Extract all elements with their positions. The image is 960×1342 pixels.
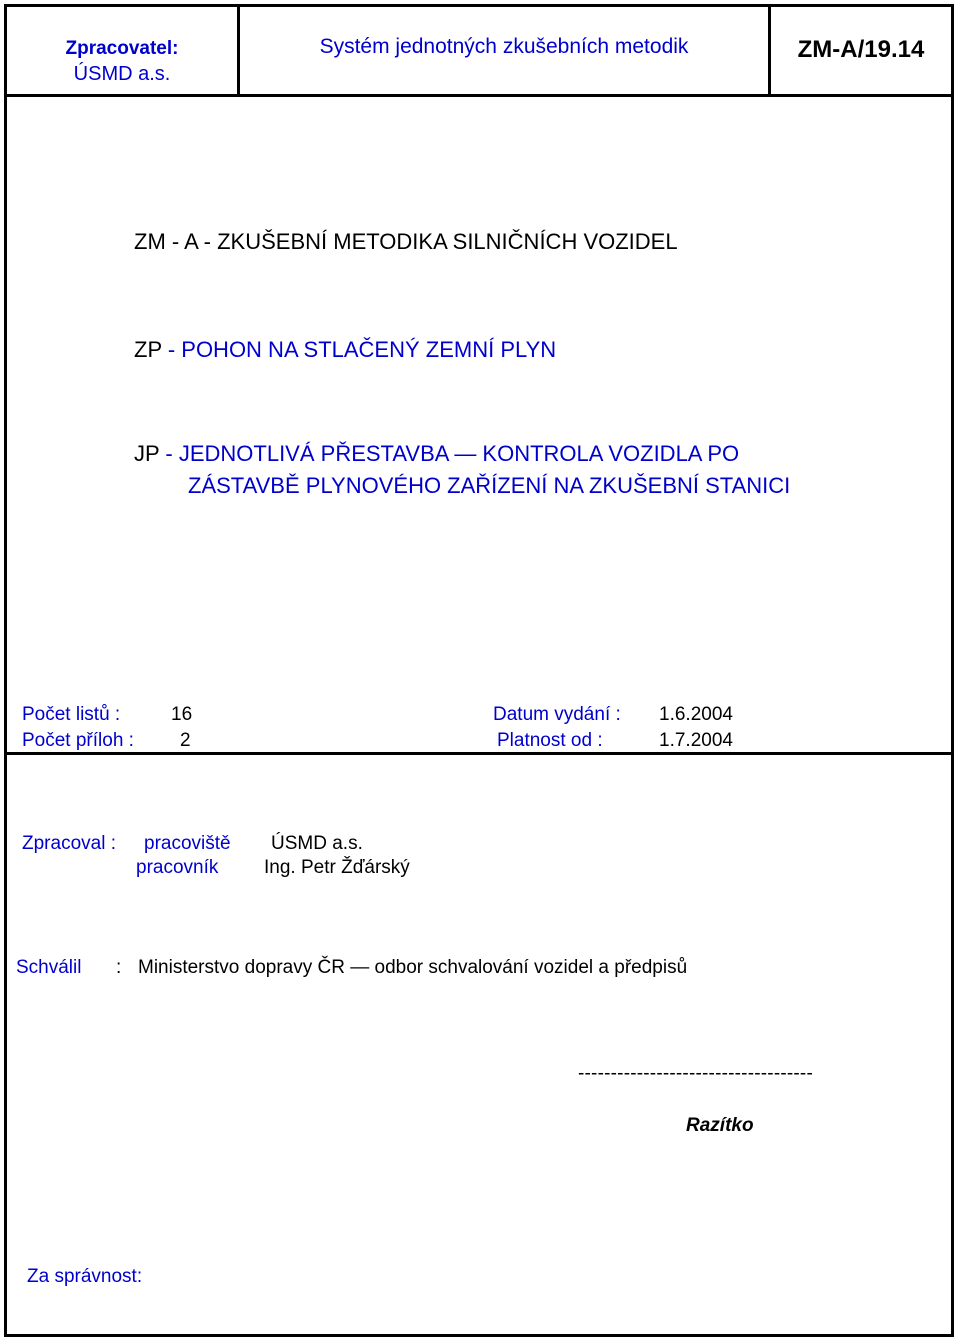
title-line-1: ZM - A - ZKUŠEBNÍ METODIKA SILNIČNÍCH VOZIDEL xyxy=(134,229,678,254)
author-org: ÚSMD a.s. xyxy=(73,63,171,85)
approval-value: Ministerstvo dopravy ČR — odbor schvalování vozidel a předpisů xyxy=(138,957,688,978)
workplace-value: ÚSMD a.s. xyxy=(271,833,363,854)
attachment-count-value: 2 xyxy=(180,730,191,751)
stamp-line: ------------------------------------ xyxy=(578,1063,813,1084)
header-divider xyxy=(4,94,954,97)
page-frame xyxy=(4,4,954,1337)
system-title: Systém jednotných zkušebních metodik xyxy=(319,35,689,58)
worker-value: Ing. Petr Žďárský xyxy=(264,857,410,878)
approval-label: Schválil xyxy=(16,957,82,978)
title-line-2-text: - POHON NA STLAČENÝ ZEMNÍ PLYN xyxy=(161,337,557,362)
title-line-2 xyxy=(134,338,556,362)
issue-date-value: 1.6.2004 xyxy=(659,704,733,725)
approval-colon: : xyxy=(116,957,122,978)
title-line-3-prefix: JP xyxy=(134,441,160,466)
workplace-label: pracoviště xyxy=(144,833,231,854)
prepared-label: Zpracoval : xyxy=(22,833,116,854)
correctness-label: Za správnost: xyxy=(27,1266,143,1287)
info-divider xyxy=(4,752,954,755)
document-code: ZM-A/19.14 xyxy=(797,36,925,63)
worker-label: pracovník xyxy=(136,857,219,878)
author-label: Zpracovatel: xyxy=(65,38,179,59)
attachment-count-label: Počet příloh : xyxy=(22,730,134,751)
title-line-3 xyxy=(134,442,739,466)
title-line-4: ZÁSTAVBĚ PLYNOVÉHO ZAŘÍZENÍ NA ZKUŠEBNÍ STANICI xyxy=(188,473,791,498)
valid-from-label: Platnost od : xyxy=(497,730,603,751)
valid-from-value: 1.7.2004 xyxy=(659,730,733,751)
title-line-3-text: - JEDNOTLIVÁ PŘESTAVBA — KONTROLA VOZIDLA PO xyxy=(159,441,740,466)
title-line-2-prefix: ZP xyxy=(134,337,162,362)
sheet-count-value: 16 xyxy=(171,704,193,725)
sheet-count-label: Počet listů : xyxy=(22,704,121,725)
stamp-label: Razítko xyxy=(686,1115,754,1136)
issue-date-label: Datum vydání : xyxy=(493,704,621,725)
